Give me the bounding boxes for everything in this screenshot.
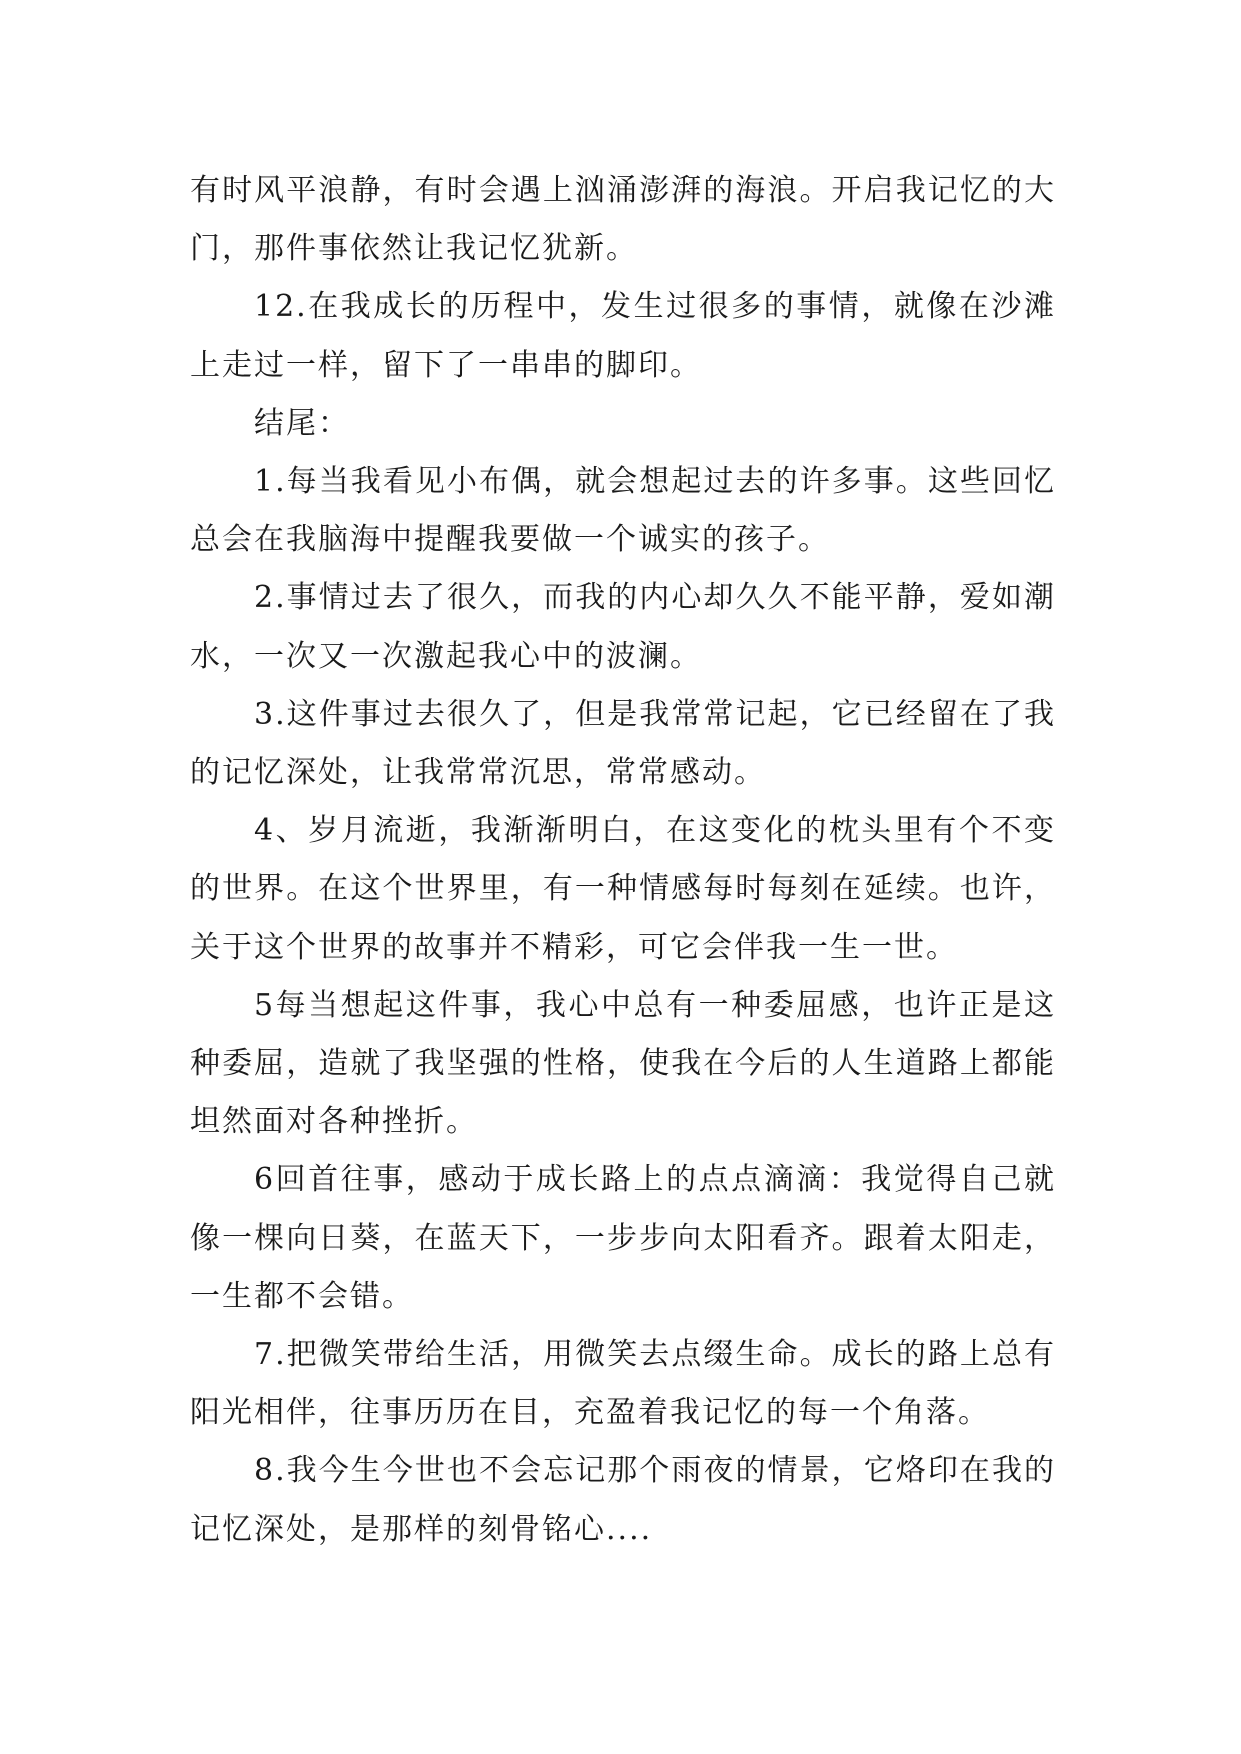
paragraph-12: 12.在我成长的历程中，发生过很多的事情，就像在沙滩上走过一样，留下了一串串的脚印。 <box>190 289 1056 383</box>
section-heading-ending: 结尾： <box>254 405 350 441</box>
paragraph-1: 1.每当我看见小布偶，就会想起过去的许多事。这些回忆总会在我脑海中提醒我要做一个诚实的孩子。 <box>190 464 1056 558</box>
paragraph-3: 3.这件事过去很久了，但是我常常记起，它已经留在了我的记忆深处，让我常常沉思，常常感动。 <box>190 696 1056 791</box>
paragraph-8: 8.我今生今世也不会忘记那个雨夜的情景，它烙印在我的记忆深处，是那样的刻骨铭心.... <box>190 1453 1056 1547</box>
paragraph-7: 7.把微笑带给生活，用微笑去点缀生命。成长的路上总有阳光相伴，往事历历在目，充盈着我记忆的每一个角落。 <box>190 1337 1056 1431</box>
document-body <box>190 162 1056 1559</box>
paragraph-2: 2.事情过去了很久，而我的内心却久久不能平静，爱如潮水，一次又一次激起我心中的波澜。 <box>190 580 1056 674</box>
paragraph-6: 6回首往事，感动于成长路上的点点滴滴：我觉得自己就像一棵向日葵，在蓝天下，一步步向太阳看齐。跟着太阳走，一生都不会错。 <box>190 1162 1056 1314</box>
paragraph-continued: 有时风平浪静，有时会遇上汹涌澎湃的海浪。开启我记忆的大门，那件事依然让我记忆犹新。 <box>190 173 1056 267</box>
paragraph-4: 4、岁月流逝，我渐渐明白，在这变化的枕头里有个不变的世界。在这个世界里，有一种情感每时每刻在延续。也许，关于这个世界的故事并不精彩，可它会伴我一生一世。 <box>190 813 1056 965</box>
paragraph-5: 5每当想起这件事，我心中总有一种委屈感，也许正是这种委屈，造就了我坚强的性格，使我在今后的人生道路上都能坦然面对各种挫折。 <box>190 987 1056 1140</box>
